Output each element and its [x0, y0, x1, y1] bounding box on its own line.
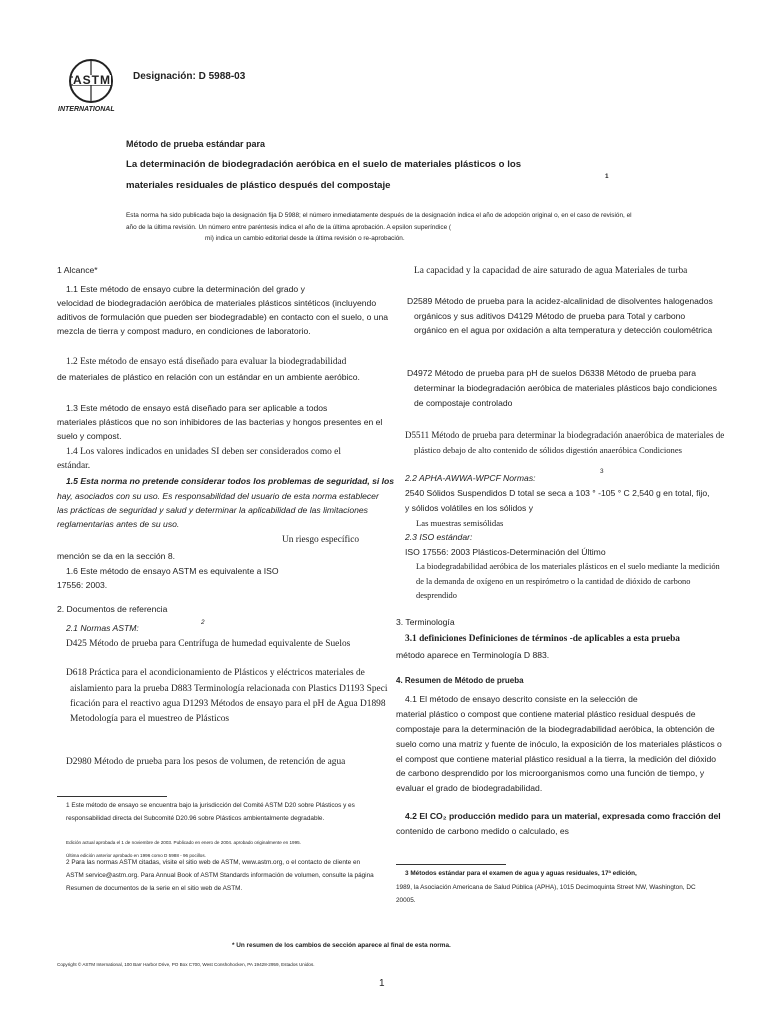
para-4-1-line: el compost que contiene material plástico residual a la tierra, la medición del dióxido [396, 754, 717, 764]
ref-d618-line: aislamiento para la prueba D883 Terminología relacionada con Plastics D1193 Speci [70, 684, 388, 694]
para-4-1-line: de carbono desprendido por los microorganismos como una función de tiempo, y [396, 768, 705, 778]
apha-line: y sólidos volátiles en los sólidos y [405, 503, 534, 513]
superscript-3: 3 [600, 468, 604, 475]
logo-subtitle: INTERNATIONAL [58, 106, 115, 113]
ref-d4972-line: determinar la biodegradación aeróbica de materiales plásticos bajo condiciones [414, 383, 717, 393]
risk-text-2: mención se da en la sección 8. [57, 551, 175, 561]
para-1-5-line: hay, asociados con su uso. Es responsabilidad del usuario de esta norma establecer [57, 491, 379, 501]
footnote-2-line: ASTM service@astm.org. Para Annual Book of ASTM Standards información de volumen, consulte la página [66, 872, 374, 879]
para-1-2-line: 1.2 Este método de ensayo está diseñado para evaluar la biodegradabilidad [66, 357, 347, 367]
section-1-heading: 1 Alcance* [57, 265, 98, 275]
footnote-3-line: 1989, la Asociación Americana de Salud Pública (APHA), 1015 Decimoquinta Street NW, Washington, DC [396, 884, 696, 891]
title-line-3: materiales residuales de plástico después del compostaje [126, 180, 391, 191]
logo-text: ASTM [73, 73, 111, 87]
para-1-2-line: de materiales de plástico en relación con un estándar en un ambiente aeróbico. [57, 372, 360, 382]
notice-line-2: año de la última revisión. Un número entre paréntesis indica el año de la última aprobación. A epsilon superíndice ( [126, 224, 452, 231]
para-4-1-line: material plástico o compost que contiene material plástico residual después de [396, 709, 696, 719]
iso-line: La biodegradabilidad aeróbica de los materiales plásticos en el suelo mediante la medición [416, 562, 720, 571]
ref-d4972-line: D4972 Método de prueba para pH de suelos D6338 Método de prueba para [407, 368, 697, 378]
iso-line: desprendido [416, 591, 457, 600]
ref-d2589-line: orgánico en el agua por oxidación a alta temperatura y detección coulométrica [414, 325, 713, 335]
para-1-1-line: aditivos de formulación que pueden ser biodegradable) en contacto con el suelo, o una [57, 312, 389, 322]
samples-text: Las muestras semisólidas [416, 518, 504, 528]
ref-d2589-line: orgánicos y sus aditivos D4129 Método de prueba para Total y carbono [414, 311, 686, 321]
title-line-2: La determinación de biodegradación aeróbica en el suelo de materiales plásticos o los [126, 159, 522, 170]
para-1-5-line: las prácticas de seguridad y salud y determinar la aplicabilidad de las limitaciones [57, 505, 368, 515]
title-line-1: Método de prueba estándar para [126, 139, 266, 149]
designation: Designación: D 5988-03 [133, 71, 246, 82]
ref-d618-line: Metodología para el muestreo de Plásticos [70, 714, 230, 724]
para-4-2-line: 4.2 El CO₂ producción medido para un material, expresada como fracción del [405, 811, 721, 821]
para-4-2-line: contenido de carbono medido o calculado, es [396, 826, 569, 836]
ref-d5511-line: D5511 Método de prueba para determinar la biodegradación anaeróbica de materiales de [405, 430, 725, 440]
footnote-2-line: 2 Para las normas ASTM citadas, visite el sitio web de ASTM, www.astm.org, o el contacto de cliente en [66, 859, 361, 866]
iso-title: ISO 17556: 2003 Plásticos-Determinación del Último [405, 547, 606, 557]
edition-line: Última edición anterior aprobado en 1996 como D 5988 - 96 pocillos. [66, 853, 206, 858]
para-1-1-line: 1.1 Este método de ensayo cubre la determinación del grado y [66, 284, 305, 294]
para-1-3-line: materiales plásticos que no son inhibidores de las bacterias y hongos presentes en el [57, 417, 383, 427]
section-2-superscript: 2 [201, 619, 205, 626]
ref-d4972-line: de compostaje controlado [414, 398, 513, 408]
section-2-3-heading: 2.3 ISO estándar: [405, 532, 473, 542]
iso-line: de la demanda de oxígeno en un respirómetro o la cantidad de dióxido de carbono [416, 577, 691, 586]
footnote-1-line: responsabilidad directa del Subcomité D20.96 sobre Plásticos ambientalmente degradable. [66, 815, 325, 822]
page-number: 1 [379, 978, 385, 989]
para-1-4-line: estándar. [57, 461, 91, 471]
notice-line-1: Esta norma ha sido publicada bajo la designación fija D 5988; el número inmediatamente después de la designación indica el año de adopción original o, en el caso de revisión, el [126, 212, 632, 219]
para-1-5-line: reglamentarias antes de su uso. [57, 519, 180, 529]
footnote-1-line: 1 Este método de ensayo se encuentra bajo la jurisdicción del Comité ASTM D20 sobre Plásticos y es [66, 802, 355, 809]
section-2-heading: 2. Documentos de referencia [57, 604, 168, 614]
ref-d618-line: D618 Práctica para el acondicionamiento de Plásticos y eléctricos materiales de [66, 668, 365, 678]
copyright: Copyright © ASTM International, 100 Barr Harbor Drive, PO Box C700, West Conshohocken, PA 19428-2959, Estados Unidos. [57, 962, 315, 967]
notice-line-3: mi) indica un cambio editorial desde la última revisión o re-aprobación. [205, 235, 405, 242]
ref-d5511-line: plástico debajo de alto contenido de sólidos digestión anaeróbica Condiciones [414, 445, 683, 455]
para-1-6-line: 17556: 2003. [57, 580, 108, 590]
section-3-1: 3.1 definiciones Definiciones de términos -de aplicables a esta prueba [405, 634, 680, 644]
astm-logo [58, 55, 124, 117]
section-3-heading: 3. Terminología [396, 617, 455, 627]
ref-d425: D425 Método de prueba para Centrífuga de humedad equivalente de Suelos [66, 639, 351, 649]
section-4-heading: 4. Resumen de Método de prueba [396, 676, 524, 685]
ref-d2589-line: D2589 Método de prueba para la acidez-alcalinidad de disolventes halogenados [407, 296, 713, 306]
para-4-1-line: 4.1 El método de ensayo descrito consiste en la selección de [405, 694, 638, 704]
para-1-1-line: mezcla de tierra y compost maduro, en condiciones de laboratorio. [57, 326, 311, 336]
footnote-3-line: 20005. [396, 897, 416, 904]
para-1-4-line: 1.4 Los valores indicados en unidades SI deben ser considerados como el [66, 447, 341, 457]
edition-line: Edición actual aprobada el 1 de noviembre de 2003. Publicado en enero de 2004. aprobado originalmente en 1995. [66, 840, 301, 845]
para-4-1-line: evaluar el grado de biodegradabilidad. [396, 783, 543, 793]
title-superscript: 1 [605, 173, 609, 180]
para-1-5-line: 1.5 Esta norma no pretende considerar todos los problemas de seguridad, si los [66, 476, 395, 486]
para-1-6-line: 1.6 Este método de ensayo ASTM es equivalente a ISO [66, 566, 279, 576]
section-2-1-heading: 2.1 Normas ASTM: [66, 623, 139, 633]
footnote-3-line: 3 Métodos estándar para el examen de agua y aguas residuales, 17ª edición, [405, 870, 637, 877]
capacity-text: La capacidad y la capacidad de aire saturado de agua Materiales de turba [414, 266, 688, 276]
ref-d2980: D2980 Método de prueba para los pesos de volumen, de retención de agua [66, 757, 346, 767]
para-1-3-line: suelo y compost. [57, 431, 122, 441]
section-3-1b: método aparece en Terminología D 883. [396, 650, 550, 660]
footnote-rule-right [396, 864, 506, 865]
section-2-2-heading: 2.2 APHA-AWWA-WPCF Normas: [405, 473, 536, 483]
para-1-3-line: 1.3 Este método de ensayo está diseñado para ser aplicable a todos [66, 403, 328, 413]
para-4-1-line: suelo como una matriz y fuente de inóculo, la exposición de los materiales plásticos o [396, 739, 722, 749]
para-4-1-line: compostaje para la determinación de la biodegradabilidad aeróbica, la obtención de [396, 724, 715, 734]
footnote-rule-left [57, 796, 167, 797]
para-1-1-line: velocidad de biodegradación aeróbica de materiales plásticos sintéticos (incluyendo [57, 298, 377, 308]
summary-note: * Un resumen de los cambios de sección aparece al final de esta norma. [232, 942, 451, 949]
apha-line: 2540 Sólidos Suspendidos D total se seca a 103 ° -105 ° C 2,540 g en total, fijo, [405, 488, 710, 498]
footnote-2-line: Resumen de documentos de la serie en el sitio web de ASTM. [66, 885, 243, 892]
ref-d618-line: ficación para el reactivo agua D1293 Métodos de ensayo para el pH de Agua D1898 [70, 699, 386, 709]
risk-text: Un riesgo específico [282, 535, 360, 545]
